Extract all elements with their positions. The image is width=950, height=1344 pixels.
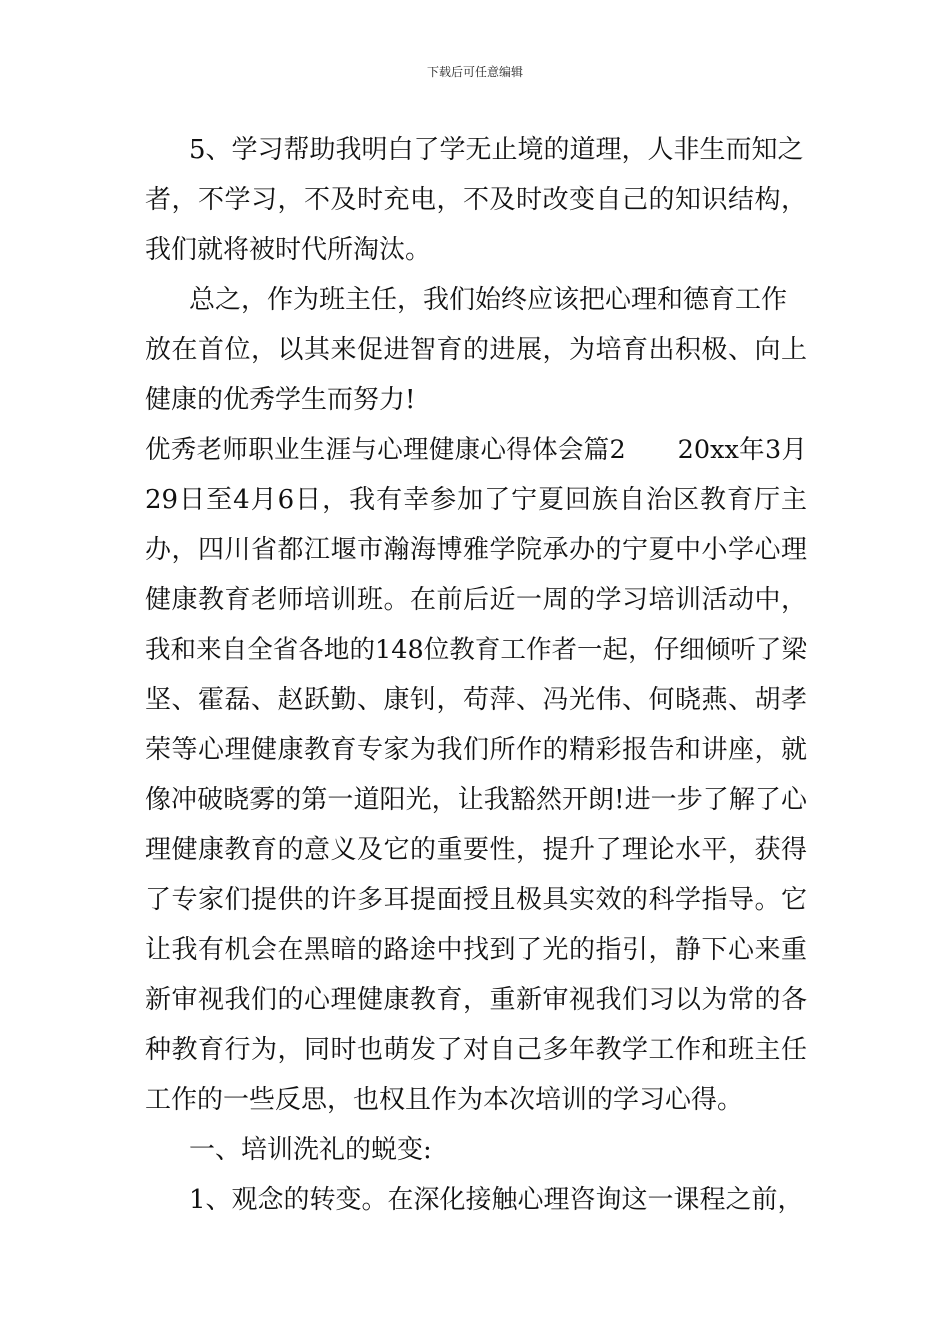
- text-line: 1、观念的转变。在深化接触心理咨询这一课程之前，: [189, 1185, 804, 1215]
- document-body: [145, 125, 807, 1225]
- text-line: 健康教育老师培训班。在前后近一周的学习培训活动中，: [145, 585, 807, 615]
- text-line: 种教育行为，同时也萌发了对自己多年教学工作和班主任: [145, 1035, 807, 1065]
- text-line: 29日至4月6日，我有幸参加了宁夏回族自治区教育厅主: [145, 485, 807, 515]
- text-line: 5、学习帮助我明白了学无止境的道理，人非生而知之: [189, 135, 804, 165]
- text-line: 者，不学习，不及时充电，不及时改变自己的知识结构，: [145, 185, 807, 215]
- text-line: 健康的优秀学生而努力!: [145, 385, 416, 415]
- text-line: 我和来自全省各地的148位教育工作者一起，仔细倾听了梁: [145, 635, 807, 665]
- text-line: 总之，作为班主任，我们始终应该把心理和德育工作: [189, 285, 788, 315]
- text-line: 了专家们提供的许多耳提面授且极具实效的科学指导。它: [145, 885, 807, 915]
- text-line: 放在首位，以其来促进智育的进展，为培育出积极、向上: [145, 335, 807, 365]
- text-line: 坚、霍磊、赵跃勤、康钊，苟萍、冯光伟、何晓燕、胡孝: [145, 685, 807, 715]
- text-line: 办，四川省都江堰市瀚海博雅学院承办的宁夏中小学心理: [145, 535, 807, 565]
- text-line: 新审视我们的心理健康教育，重新审视我们习以为常的各: [145, 985, 807, 1015]
- page-header: 下载后可任意编辑: [426, 65, 523, 79]
- subheading-line: 一、培训洗礼的蜕变:: [189, 1135, 432, 1165]
- text-line: 让我有机会在黑暗的路途中找到了光的指引，静下心来重: [145, 935, 807, 965]
- text-line: 像冲破晓雾的第一道阳光，让我豁然开朗!进一步了解了心: [145, 785, 807, 815]
- text-line: 荣等心理健康教育专家为我们所作的精彩报告和讲座，就: [145, 735, 807, 765]
- text-line: 工作的一些反思，也权且作为本次培训的学习心得。: [145, 1085, 744, 1115]
- text-line: 理健康教育的意义及它的重要性，提升了理论水平，获得: [145, 835, 807, 865]
- text-line: 我们就将被时代所淘汰。: [145, 235, 432, 265]
- section-heading-line: 优秀老师职业生涯与心理健康心得体会篇2 20xx年3月: [145, 435, 807, 465]
